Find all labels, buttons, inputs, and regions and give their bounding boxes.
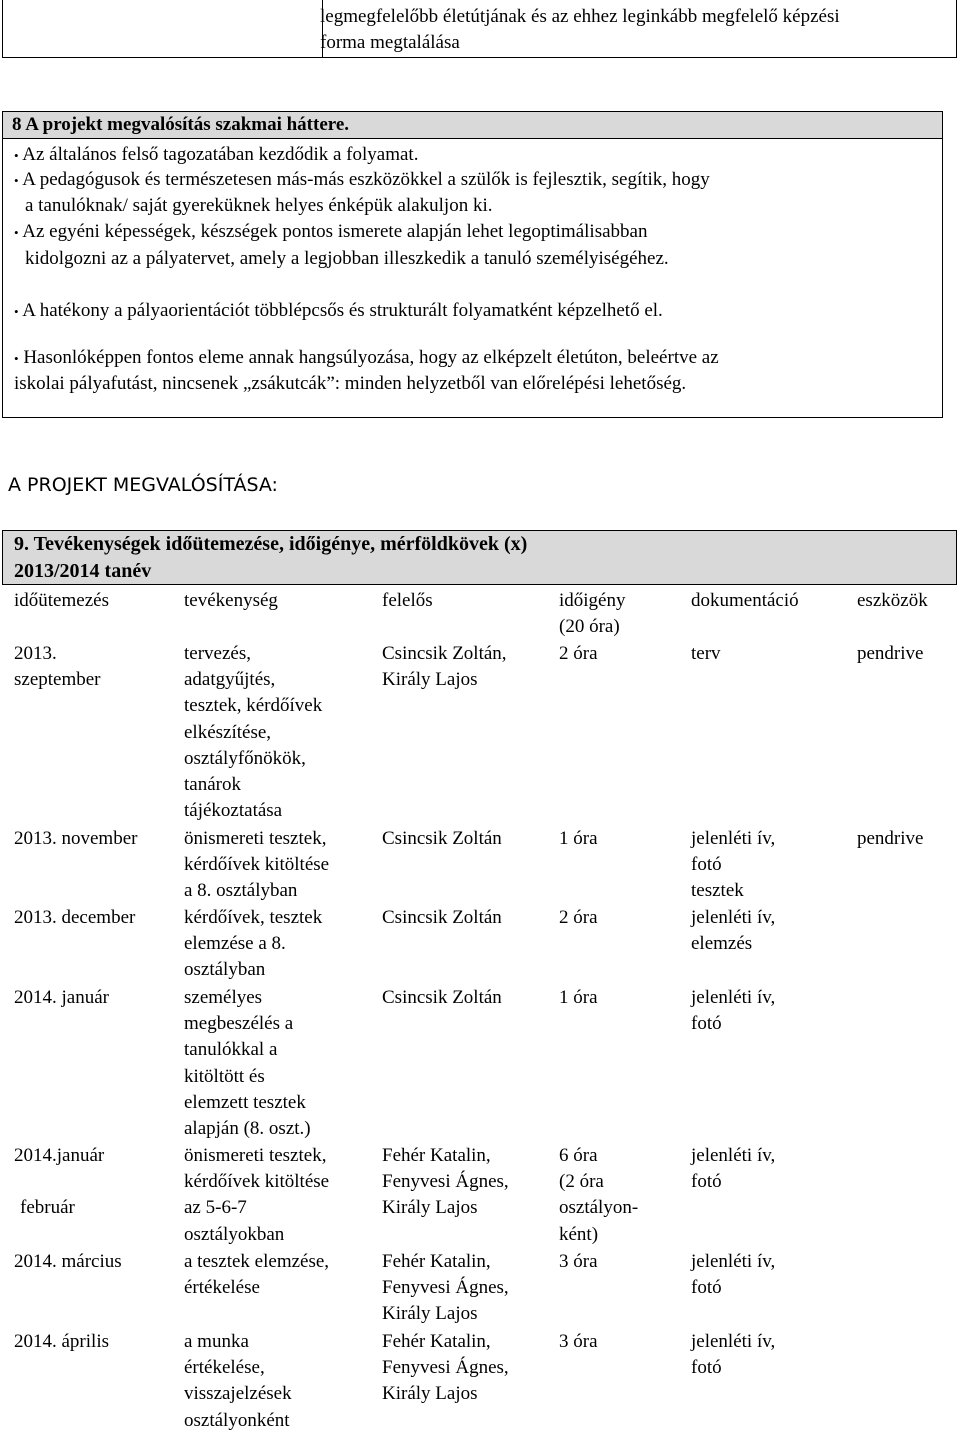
cell-activity xyxy=(184,826,329,905)
school-year: 2013/2014 tanév xyxy=(14,560,152,582)
cell-activity xyxy=(184,905,322,984)
cell-responsible xyxy=(382,641,507,693)
cell-activity xyxy=(184,985,311,1142)
cell-line: értékelése, xyxy=(184,1357,265,1379)
cell-time xyxy=(559,1143,638,1248)
bullet-continuation: a tanulóknak/ saját gyereküknek helyes énképük alakuljon ki. xyxy=(25,195,493,216)
cell-line: elkészítése, xyxy=(184,721,272,743)
cell-line: Csincsik Zoltán, xyxy=(382,643,507,664)
cell-responsible xyxy=(382,1329,509,1408)
cell-line: elemzés xyxy=(691,933,753,955)
cell-documentation xyxy=(691,1143,775,1195)
cell-date xyxy=(14,985,109,1011)
cell-line: tervezés, xyxy=(184,643,251,664)
cell-line: elemzése a 8. xyxy=(184,933,286,955)
cell-line: jelenléti ív, xyxy=(691,1251,776,1272)
cell-line: 6 óra xyxy=(559,1145,598,1166)
cell-date xyxy=(14,641,101,693)
cell-line: fotó xyxy=(691,854,722,876)
cell-documentation xyxy=(691,1329,775,1381)
cell-line: személyes xyxy=(184,987,263,1008)
header-time: időigény (20 óra) xyxy=(559,590,626,637)
cell-line: jelenléti ív, xyxy=(691,987,776,1008)
cell-line: a tesztek elemzése, xyxy=(184,1251,330,1272)
header-schedule: időütemezés xyxy=(14,590,109,611)
cell-line: osztályon- xyxy=(559,1197,639,1219)
cell-line: 2013. december xyxy=(14,907,136,928)
cell-activity xyxy=(184,1143,329,1248)
cell-line: visszajelzések xyxy=(184,1383,292,1405)
cell-line: Csincsik Zoltán xyxy=(382,987,502,1008)
bullet-item: • A pedagógusok és természetesen más-más eszközökkel a szülők is fejlesztik, segítik, hogy xyxy=(14,169,710,190)
cell-line: osztályonként xyxy=(184,1409,290,1431)
bullet-item: • Hasonlóképpen fontos eleme annak hangsúlyozása, hogy az elképzelt életúton, beleértve az xyxy=(14,347,719,368)
cell-line: Király Lajos xyxy=(382,669,478,691)
top-table-cell xyxy=(320,4,840,56)
cell-line: 1 óra xyxy=(559,828,598,849)
section-9-title: 9. Tevékenységek időütemezése, időigénye, mérföldkövek (x) xyxy=(14,533,528,555)
header-tools: eszközök xyxy=(857,590,928,611)
cell-line: Fenyvesi Ágnes, xyxy=(382,1277,509,1299)
cell-line: 2013. xyxy=(14,643,57,664)
cell-date xyxy=(14,826,137,852)
cell-line: fotó xyxy=(691,1357,722,1379)
cell-line: terv xyxy=(691,643,721,664)
cell-tools xyxy=(857,641,923,667)
cell-responsible xyxy=(382,905,502,931)
section-8-title: 8 A projekt megvalósítás szakmai háttere. xyxy=(12,114,350,135)
cell-line: önismereti tesztek, xyxy=(184,1145,327,1166)
cell-activity xyxy=(184,1249,329,1301)
cell-responsible xyxy=(382,1249,509,1328)
cell-line: 2014.január xyxy=(14,1145,105,1166)
header-responsible: felelős xyxy=(382,590,433,611)
cell-activity xyxy=(184,641,322,824)
cell-line: február xyxy=(20,1197,75,1219)
cell-line: jelenléti ív, xyxy=(691,828,776,849)
cell-line: az 5-6-7 xyxy=(184,1197,247,1219)
cell-line: kérdőívek kitöltése xyxy=(184,1171,330,1193)
cell-line: Király Lajos xyxy=(382,1383,478,1405)
cell-line: tesztek, kérdőívek xyxy=(184,695,323,717)
cell-line: adatgyűjtés, xyxy=(184,669,276,691)
cell-line: 2014. április xyxy=(14,1331,109,1352)
bullet-item: • A hatékony a pályaorientációt többlépcsős és strukturált folyamatként képzelhető el. xyxy=(14,300,663,321)
cell-line: osztályban xyxy=(184,959,266,981)
cell-line: Király Lajos xyxy=(382,1197,478,1219)
cell-line: 1 óra xyxy=(559,987,598,1008)
cell-date xyxy=(14,905,135,931)
cell-line: 3 óra xyxy=(559,1251,598,1272)
cell-responsible xyxy=(382,826,502,852)
cell-line: tájékoztatása xyxy=(184,800,283,822)
cell-line: jelenléti ív, xyxy=(691,1331,776,1352)
cell-responsible xyxy=(382,1143,509,1222)
cell-responsible xyxy=(382,985,502,1011)
cell-line: szeptember xyxy=(14,669,101,691)
cell-line: megbeszélés a xyxy=(184,1013,294,1035)
cell-date xyxy=(14,1143,104,1222)
cell-line: fotó xyxy=(691,1013,722,1035)
cell-line: Csincsik Zoltán xyxy=(382,907,502,928)
cell-line: fotó xyxy=(691,1171,722,1193)
cell-line: pendrive xyxy=(857,828,924,849)
cell-line: Fenyvesi Ágnes, xyxy=(382,1171,509,1193)
cell-line: Király Lajos xyxy=(382,1303,478,1325)
bullet-item: • Az egyéni képességek, készségek pontos ismerete alapján lehet legoptimálisabban xyxy=(14,221,648,242)
cell-activity xyxy=(184,1329,292,1434)
cell-line: a 8. osztályban xyxy=(184,880,298,902)
cell-time xyxy=(559,905,598,931)
cell-line: Fehér Katalin, xyxy=(382,1331,491,1352)
cell-line: tanárok xyxy=(184,773,241,795)
cell-line: alapján (8. oszt.) xyxy=(184,1117,311,1139)
cell-date xyxy=(14,1329,109,1355)
cell-line: Fehér Katalin, xyxy=(382,1145,491,1166)
cell-line: tanulókkal a xyxy=(184,1039,278,1061)
header-activity: tevékenység xyxy=(184,590,278,611)
cell-line: Csincsik Zoltán xyxy=(382,828,502,849)
cell-line: Fehér Katalin, xyxy=(382,1251,491,1272)
bullet-continuation: kidolgozni az a pályatervet, amely a legjobban illeszkedik a tanuló személyiségéhez. xyxy=(25,248,669,269)
cell-line: fotó xyxy=(691,1277,722,1299)
cell-line: elemzett tesztek xyxy=(184,1091,306,1113)
cell-documentation xyxy=(691,1249,775,1301)
cell-line xyxy=(14,1169,104,1195)
cell-line: kérdőívek kitöltése xyxy=(184,854,330,876)
cell-line: osztályfőnökök, xyxy=(184,747,306,769)
cell-time xyxy=(559,1329,598,1355)
top-cell-line: forma megtalálása xyxy=(320,32,460,53)
cell-line: tesztek xyxy=(691,880,744,902)
cell-line: pendrive xyxy=(857,643,924,664)
cell-date xyxy=(14,1249,122,1275)
cell-line: ként) xyxy=(559,1223,599,1245)
bullet-continuation: iskolai pályafutást, nincsenek „zsákutcák”: minden helyzetből van előrelépési lehetőség. xyxy=(14,373,687,394)
top-cell-line: legmegfelelőbb életútjának és az ehhez leginkább megfelelő képzési xyxy=(320,6,840,27)
cell-line: 2 óra xyxy=(559,907,598,928)
bullet-item: • Az általános felső tagozatában kezdődik a folyamat. xyxy=(14,144,419,165)
header-documentation: dokumentáció xyxy=(691,590,799,611)
cell-time xyxy=(559,1249,598,1275)
cell-line: 2014. január xyxy=(14,987,109,1008)
cell-documentation xyxy=(691,905,775,957)
cell-line: Fenyvesi Ágnes, xyxy=(382,1357,509,1379)
cell-line: jelenléti ív, xyxy=(691,907,776,928)
cell-line: 2014. március xyxy=(14,1251,122,1272)
cell-line: kérdőívek, tesztek xyxy=(184,907,323,928)
cell-line: 2 óra xyxy=(559,643,598,664)
cell-line: 2013. november xyxy=(14,828,138,849)
cell-documentation xyxy=(691,641,721,667)
cell-time xyxy=(559,641,598,667)
cell-line: a munka xyxy=(184,1331,249,1352)
cell-line: (2 óra xyxy=(559,1171,604,1193)
cell-time xyxy=(559,985,598,1011)
cell-line: kitöltött és xyxy=(184,1065,265,1087)
cell-documentation xyxy=(691,985,775,1037)
cell-line: önismereti tesztek, xyxy=(184,828,327,849)
cell-documentation xyxy=(691,826,775,905)
cell-line: 3 óra xyxy=(559,1331,598,1352)
cell-time xyxy=(559,826,598,852)
cell-line: jelenléti ív, xyxy=(691,1145,776,1166)
cell-line: értékelése xyxy=(184,1277,260,1299)
project-heading: A PROJEKT MEGVALÓSÍTÁSA: xyxy=(8,474,278,496)
cell-tools xyxy=(857,826,923,852)
cell-line: osztályokban xyxy=(184,1223,285,1245)
